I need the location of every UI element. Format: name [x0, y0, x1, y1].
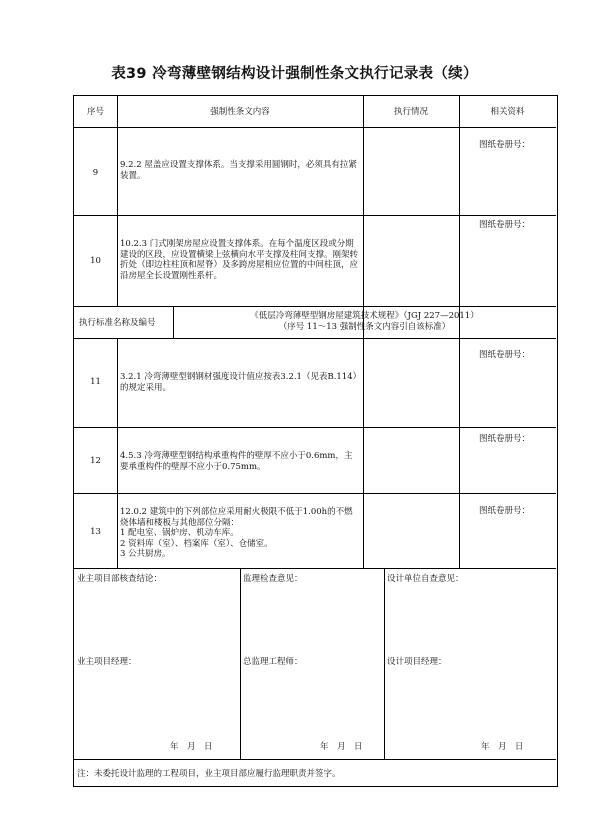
- row-9-text: 9.2.2 屋盖应设置支撑体系。当支撑采用圆钢时，必须具有拉紧装置。: [120, 160, 357, 181]
- header-reference: 相关资料: [490, 107, 525, 117]
- row-11-ref: 图纸卷册号：: [479, 350, 531, 360]
- design-date: 年 月 日: [481, 742, 524, 752]
- row-10-no: 10: [90, 256, 101, 266]
- standard-note: （序号 11～13 强制性条文内容引自该标准）: [278, 322, 451, 332]
- row-9-ref: 图纸卷册号：: [479, 140, 531, 150]
- record-table: [73, 95, 558, 787]
- standard-name: 《低层冷弯薄壁型钢房屋建筑技术规程》（JGJ 227—2011）: [250, 311, 479, 321]
- row-13-no: 13: [90, 527, 101, 537]
- row-11-no: 11: [90, 377, 101, 387]
- chief-engineer-label: 总监理工程师：: [243, 657, 303, 667]
- header-content: 强制性条文内容: [210, 107, 270, 117]
- row-10-text: 10.2.3 门式刚架房屋应设置支撑体系。在每个温度区段或分期建设的区段，应设置横梁上弦横向水平支撑及柱间支撑。刚架转折处（即边柱柱顶和屋脊）及多跨房屋相应位置的中间柱顶，应沿房屋全长设置刚性系杆。: [120, 239, 359, 281]
- row-12-ref: 图纸卷册号：: [479, 434, 531, 444]
- footnote: 注：未委托设计监理的工程项目，业主项目部应履行监理职责并签字。: [77, 769, 341, 779]
- design-manager-label: 设计项目经理：: [387, 657, 447, 667]
- row-9-no: 9: [92, 168, 99, 178]
- owner-manager-label: 业主项目经理：: [77, 657, 137, 667]
- header-seq: 序号: [86, 107, 104, 117]
- owner-date: 年 月 日: [170, 742, 213, 752]
- row-13-text: 12.0.2 建筑中的下列部位应采用耐火极限不低于1.00h的不燃烧体墙和楼板与其他部位分隔： 1 配电室、锅炉房、机动车库。 2 资料库（室）、档案库（室）、仓储室。 3 公共厨房。: [120, 507, 353, 559]
- standard-label: 执行标准名称及编号: [79, 318, 156, 328]
- owner-check-label: 业主项目部核查结论：: [77, 574, 163, 584]
- page-title: 表39 冷弯薄壁钢结构设计强制性条文执行记录表（续）: [111, 66, 478, 82]
- row-12-no: 12: [90, 456, 101, 466]
- supervision-check-label: 监理检查意见：: [243, 574, 303, 584]
- row-12-text: 4.5.3 冷弯薄壁型钢结构承重构件的壁厚不应小于0.6mm，主要承重构件的壁厚不应小于0.75mm。: [120, 451, 353, 472]
- header-status: 执行情况: [393, 107, 428, 117]
- design-check-label: 设计单位自查意见：: [387, 574, 464, 584]
- row-10-ref: 图纸卷册号：: [479, 220, 531, 230]
- row-13-ref: 图纸卷册号：: [479, 506, 531, 516]
- row-11-text: 3.2.1 冷弯薄壁型钢钢材强度设计值应按表3.2.1（见表B.114）的规定采用。: [120, 372, 357, 393]
- supervision-date: 年 月 日: [320, 742, 363, 752]
